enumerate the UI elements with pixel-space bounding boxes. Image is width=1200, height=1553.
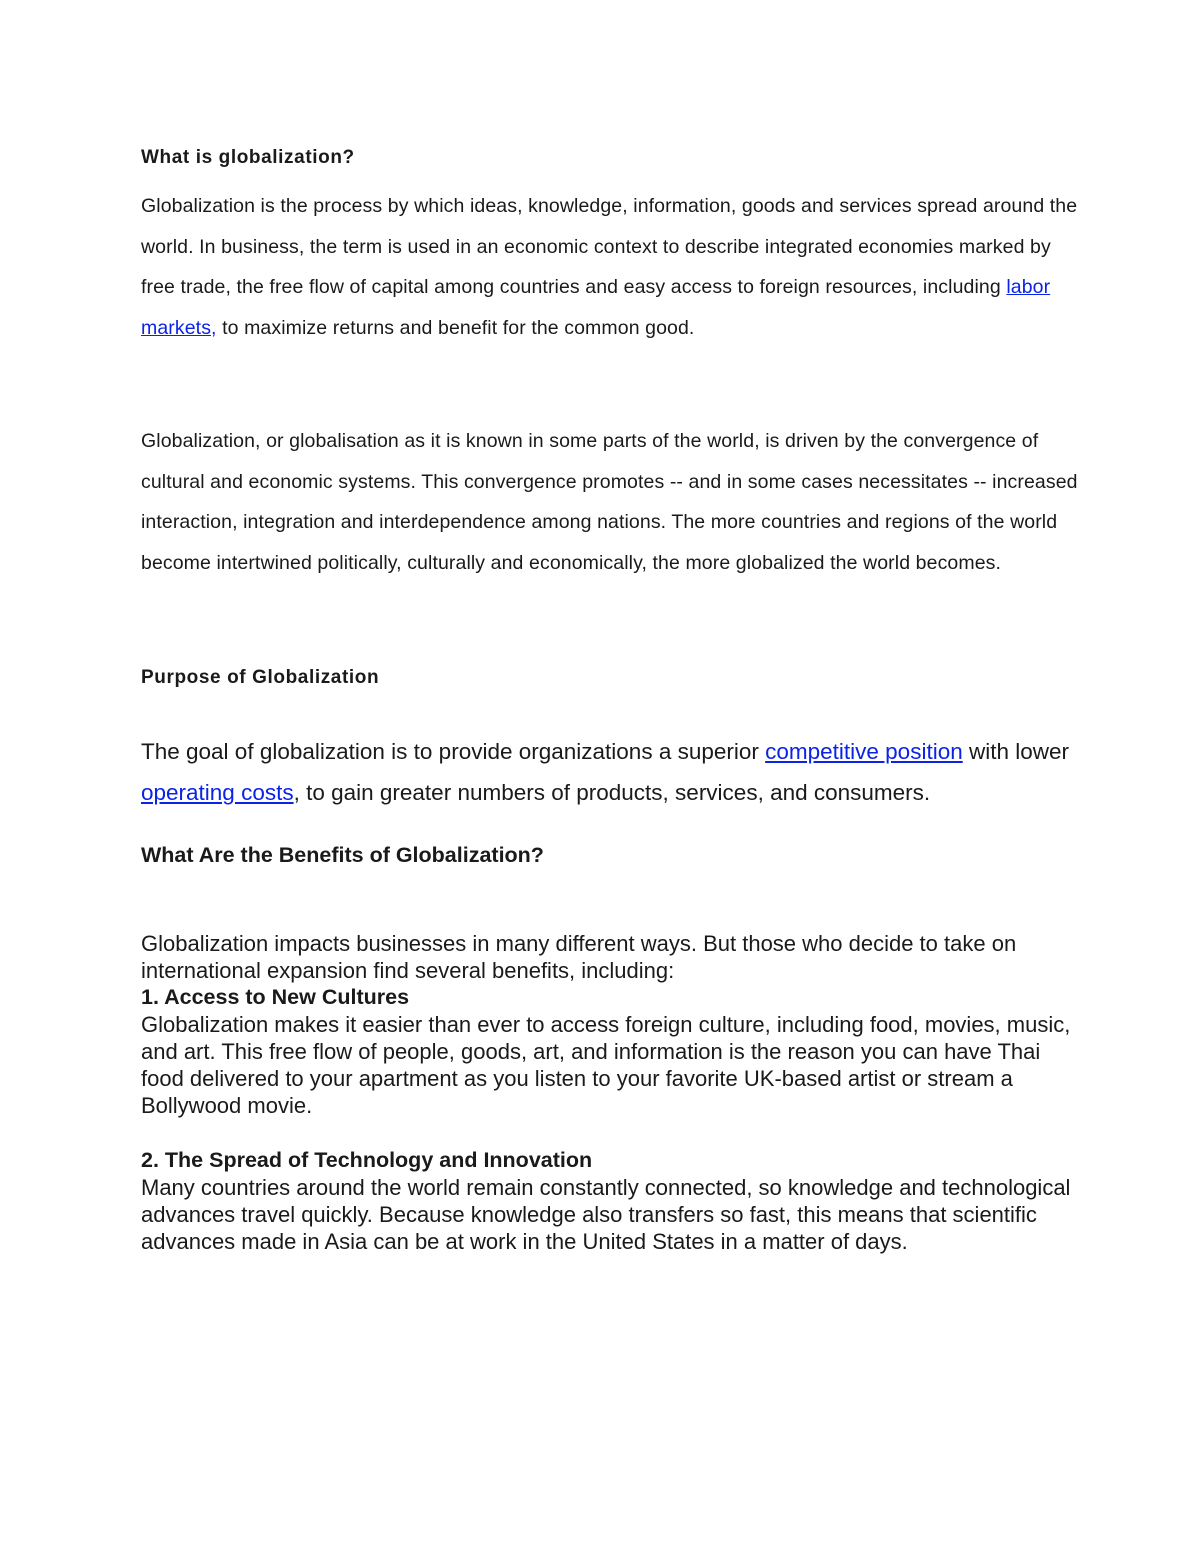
link-competitive-position[interactable]: competitive position bbox=[765, 739, 963, 764]
benefit-title-spread-of-technology: 2. The Spread of Technology and Innovation bbox=[141, 1148, 593, 1172]
paragraph-definition-text: Globalization is the process by which ideas, knowledge, information, goods and services spread around the world. In business, the term is used in an economic context to describe integrated economies marked by free trade, the free flow of capital among countries and easy access to foreign resources, including bbox=[141, 195, 1078, 298]
paragraph-goal-text-2: with lower bbox=[962, 739, 1070, 764]
paragraph-goal bbox=[141, 731, 1081, 813]
heading-purpose-of-globalization: Purpose of Globalization bbox=[141, 667, 380, 688]
benefits-list bbox=[141, 930, 1081, 1255]
paragraph-definition bbox=[141, 186, 1081, 348]
link-operating-costs[interactable]: operating costs bbox=[141, 780, 294, 805]
paragraph-definition-text-end: to maximize returns and benefit for the common good. bbox=[216, 316, 695, 339]
benefit-text-spread-of-technology: Many countries around the world remain constantly connected, so knowledge and technological advances travel quickly. Because knowledge also transfers so fast, this means that scientific advances made in Asia can be at work in the United States in a matter of days. bbox=[141, 1175, 1071, 1254]
heading-benefits-of-globalization: What Are the Benefits of Globalization? bbox=[141, 843, 544, 867]
paragraph-convergence: Globalization, or globalisation as it is known in some parts of the world, is driven by the convergence of cultural and economic systems. This convergence promotes -- and in some cases necessitates -- increased interaction, integration and interdependence among nations. The more countries and regions of the world become intertwined politically, culturally and economically, the more globalized the world becomes. bbox=[141, 430, 1078, 574]
spacer bbox=[141, 1119, 1081, 1147]
paragraph-goal-text-1: The goal of globalization is to provide organizations a superior bbox=[141, 739, 766, 764]
heading-what-is-globalization: What is globalization? bbox=[141, 147, 355, 168]
paragraph-goal-text-3: , to gain greater numbers of products, services, and consumers. bbox=[293, 780, 931, 805]
paragraph-benefits-intro: Globalization impacts businesses in many different ways. But those who decide to take on international expansion find several benefits, including: bbox=[141, 931, 1017, 983]
benefit-title-access-to-new-cultures: 1. Access to New Cultures bbox=[141, 985, 410, 1009]
benefit-text-access-to-new-cultures: Globalization makes it easier than ever to access foreign culture, including food, movies, music, and art. This free flow of people, goods, art, and information is the reason you can have Thai food delivered to your apartment as you listen to your favorite UK-based artist or stream a Bollywood movie. bbox=[141, 1012, 1071, 1118]
link-labor-markets[interactable]: labor markets, bbox=[141, 276, 1051, 339]
